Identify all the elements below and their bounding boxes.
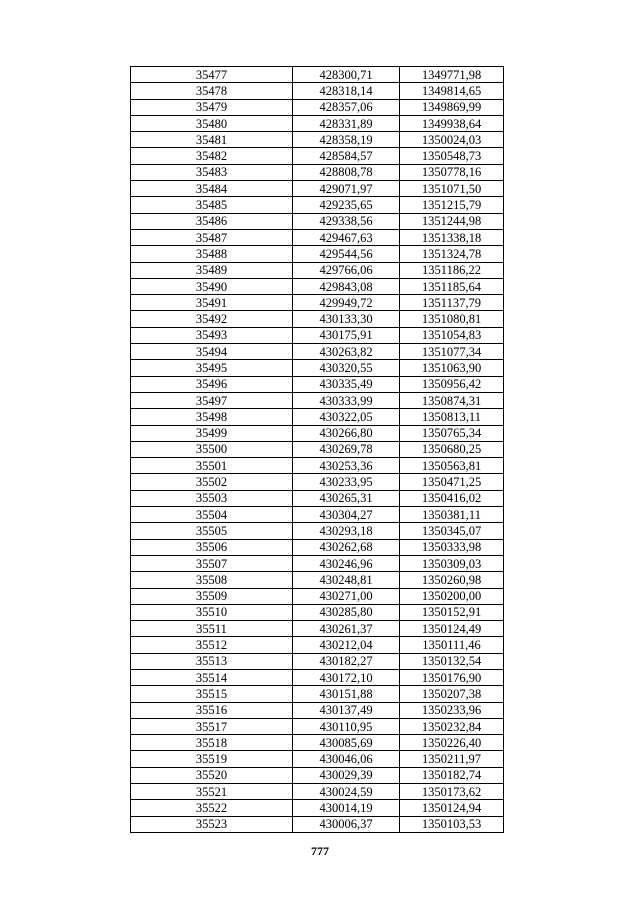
x-coordinate-cell: 430293,18: [293, 523, 400, 539]
x-coordinate-cell: 430014,19: [293, 800, 400, 816]
y-coordinate-cell: 1351071,50: [400, 181, 504, 197]
x-coordinate-cell: 430320,55: [293, 360, 400, 376]
y-coordinate-cell: 1349869,99: [400, 99, 504, 115]
coordinates-table: [130, 66, 504, 833]
x-coordinate-cell: 430246,96: [293, 555, 400, 571]
point-number-cell: 35515: [131, 686, 293, 702]
table-row: [131, 637, 504, 653]
point-number-cell: 35495: [131, 360, 293, 376]
point-number-cell: 35486: [131, 213, 293, 229]
y-coordinate-cell: 1350232,84: [400, 718, 504, 734]
y-coordinate-cell: 1350563,81: [400, 458, 504, 474]
point-number-cell: 35506: [131, 539, 293, 555]
point-number-cell: 35505: [131, 523, 293, 539]
point-number-cell: 35501: [131, 458, 293, 474]
x-coordinate-cell: 430182,27: [293, 653, 400, 669]
x-coordinate-cell: 430262,68: [293, 539, 400, 555]
y-coordinate-cell: 1350173,62: [400, 784, 504, 800]
x-coordinate-cell: 429766,06: [293, 262, 400, 278]
y-coordinate-cell: 1350333,98: [400, 539, 504, 555]
table-row: [131, 376, 504, 392]
table-row: [131, 718, 504, 734]
table-row: [131, 148, 504, 164]
table-row: [131, 132, 504, 148]
y-coordinate-cell: 1349814,65: [400, 83, 504, 99]
x-coordinate-cell: 429544,56: [293, 246, 400, 262]
table-row: [131, 474, 504, 490]
y-coordinate-cell: 1350233,96: [400, 702, 504, 718]
y-coordinate-cell: 1350548,73: [400, 148, 504, 164]
x-coordinate-cell: 430212,04: [293, 637, 400, 653]
x-coordinate-cell: 429338,56: [293, 213, 400, 229]
y-coordinate-cell: 1350813,11: [400, 409, 504, 425]
table-row: [131, 702, 504, 718]
y-coordinate-cell: 1351054,83: [400, 327, 504, 343]
table-row: [131, 344, 504, 360]
table-row: [131, 800, 504, 816]
x-coordinate-cell: 430335,49: [293, 376, 400, 392]
table-row: [131, 653, 504, 669]
point-number-cell: 35481: [131, 132, 293, 148]
x-coordinate-cell: 430266,80: [293, 425, 400, 441]
y-coordinate-cell: 1350211,97: [400, 751, 504, 767]
table-row: [131, 229, 504, 245]
point-number-cell: 35485: [131, 197, 293, 213]
x-coordinate-cell: 430172,10: [293, 669, 400, 685]
y-coordinate-cell: 1350111,46: [400, 637, 504, 653]
table-row: [131, 588, 504, 604]
y-coordinate-cell: 1350024,03: [400, 132, 504, 148]
y-coordinate-cell: 1351185,64: [400, 278, 504, 294]
point-number-cell: 35519: [131, 751, 293, 767]
point-number-cell: 35479: [131, 99, 293, 115]
x-coordinate-cell: 430333,99: [293, 392, 400, 408]
x-coordinate-cell: 430271,00: [293, 588, 400, 604]
coordinates-table-body: [131, 67, 504, 833]
y-coordinate-cell: 1350345,07: [400, 523, 504, 539]
table-row: [131, 686, 504, 702]
table-row: [131, 458, 504, 474]
table-row: [131, 181, 504, 197]
point-number-cell: 35503: [131, 490, 293, 506]
point-number-cell: 35492: [131, 311, 293, 327]
x-coordinate-cell: 430137,49: [293, 702, 400, 718]
table-row: [131, 669, 504, 685]
y-coordinate-cell: 1350200,00: [400, 588, 504, 604]
y-coordinate-cell: 1350176,90: [400, 669, 504, 685]
y-coordinate-cell: 1351244,98: [400, 213, 504, 229]
y-coordinate-cell: 1350182,74: [400, 767, 504, 783]
point-number-cell: 35484: [131, 181, 293, 197]
table-row: [131, 83, 504, 99]
point-number-cell: 35493: [131, 327, 293, 343]
point-number-cell: 35496: [131, 376, 293, 392]
x-coordinate-cell: 430322,05: [293, 409, 400, 425]
point-number-cell: 35478: [131, 83, 293, 99]
point-number-cell: 35502: [131, 474, 293, 490]
point-number-cell: 35509: [131, 588, 293, 604]
y-coordinate-cell: 1350124,94: [400, 800, 504, 816]
point-number-cell: 35504: [131, 507, 293, 523]
point-number-cell: 35510: [131, 604, 293, 620]
table-row: [131, 490, 504, 506]
point-number-cell: 35483: [131, 164, 293, 180]
point-number-cell: 35480: [131, 115, 293, 131]
y-coordinate-cell: 1351186,22: [400, 262, 504, 278]
x-coordinate-cell: 428300,71: [293, 67, 400, 83]
y-coordinate-cell: 1349938,64: [400, 115, 504, 131]
x-coordinate-cell: 428331,89: [293, 115, 400, 131]
x-coordinate-cell: 429843,08: [293, 278, 400, 294]
x-coordinate-cell: 430233,95: [293, 474, 400, 490]
page-number: 777: [311, 844, 329, 858]
point-number-cell: 35511: [131, 621, 293, 637]
table-row: [131, 816, 504, 832]
point-number-cell: 35523: [131, 816, 293, 832]
point-number-cell: 35477: [131, 67, 293, 83]
table-row: [131, 197, 504, 213]
y-coordinate-cell: 1350103,53: [400, 816, 504, 832]
table-row: [131, 539, 504, 555]
y-coordinate-cell: 1349771,98: [400, 67, 504, 83]
table-row: [131, 425, 504, 441]
point-number-cell: 35517: [131, 718, 293, 734]
x-coordinate-cell: 429235,65: [293, 197, 400, 213]
y-coordinate-cell: 1351063,90: [400, 360, 504, 376]
x-coordinate-cell: 428357,06: [293, 99, 400, 115]
y-coordinate-cell: 1350416,02: [400, 490, 504, 506]
table-row: [131, 409, 504, 425]
x-coordinate-cell: 430248,81: [293, 572, 400, 588]
y-coordinate-cell: 1350680,25: [400, 441, 504, 457]
table-row: [131, 555, 504, 571]
x-coordinate-cell: 430151,88: [293, 686, 400, 702]
table-row: [131, 735, 504, 751]
point-number-cell: 35490: [131, 278, 293, 294]
table-row: [131, 295, 504, 311]
x-coordinate-cell: 430263,82: [293, 344, 400, 360]
table-row: [131, 115, 504, 131]
x-coordinate-cell: 430006,37: [293, 816, 400, 832]
point-number-cell: 35514: [131, 669, 293, 685]
point-number-cell: 35521: [131, 784, 293, 800]
x-coordinate-cell: 429467,63: [293, 229, 400, 245]
point-number-cell: 35500: [131, 441, 293, 457]
point-number-cell: 35487: [131, 229, 293, 245]
x-coordinate-cell: 430265,31: [293, 490, 400, 506]
table-row: [131, 99, 504, 115]
point-number-cell: 35508: [131, 572, 293, 588]
x-coordinate-cell: 430133,30: [293, 311, 400, 327]
point-number-cell: 35482: [131, 148, 293, 164]
x-coordinate-cell: 430269,78: [293, 441, 400, 457]
y-coordinate-cell: 1351077,34: [400, 344, 504, 360]
y-coordinate-cell: 1351215,79: [400, 197, 504, 213]
point-number-cell: 35520: [131, 767, 293, 783]
point-number-cell: 35522: [131, 800, 293, 816]
x-coordinate-cell: 430046,06: [293, 751, 400, 767]
x-coordinate-cell: 429949,72: [293, 295, 400, 311]
x-coordinate-cell: 430024,59: [293, 784, 400, 800]
point-number-cell: 35513: [131, 653, 293, 669]
table-row: [131, 262, 504, 278]
x-coordinate-cell: 430175,91: [293, 327, 400, 343]
y-coordinate-cell: 1351080,81: [400, 311, 504, 327]
x-coordinate-cell: 430085,69: [293, 735, 400, 751]
y-coordinate-cell: 1350765,34: [400, 425, 504, 441]
table-row: [131, 441, 504, 457]
table-row: [131, 604, 504, 620]
x-coordinate-cell: 430110,95: [293, 718, 400, 734]
x-coordinate-cell: 428318,14: [293, 83, 400, 99]
y-coordinate-cell: 1350152,91: [400, 604, 504, 620]
table-row: [131, 507, 504, 523]
y-coordinate-cell: 1351338,18: [400, 229, 504, 245]
table-row: [131, 523, 504, 539]
table-row: [131, 327, 504, 343]
x-coordinate-cell: 430253,36: [293, 458, 400, 474]
x-coordinate-cell: 428358,19: [293, 132, 400, 148]
x-coordinate-cell: 428808,78: [293, 164, 400, 180]
point-number-cell: 35489: [131, 262, 293, 278]
table-row: [131, 213, 504, 229]
y-coordinate-cell: 1350132,54: [400, 653, 504, 669]
table-row: [131, 751, 504, 767]
point-number-cell: 35494: [131, 344, 293, 360]
y-coordinate-cell: 1350207,38: [400, 686, 504, 702]
point-number-cell: 35499: [131, 425, 293, 441]
table-row: [131, 246, 504, 262]
table-row: [131, 784, 504, 800]
y-coordinate-cell: 1350226,40: [400, 735, 504, 751]
y-coordinate-cell: 1350381,11: [400, 507, 504, 523]
x-coordinate-cell: 429071,97: [293, 181, 400, 197]
point-number-cell: 35512: [131, 637, 293, 653]
y-coordinate-cell: 1351137,79: [400, 295, 504, 311]
table-row: [131, 67, 504, 83]
point-number-cell: 35491: [131, 295, 293, 311]
point-number-cell: 35498: [131, 409, 293, 425]
y-coordinate-cell: 1350471,25: [400, 474, 504, 490]
table-row: [131, 392, 504, 408]
y-coordinate-cell: 1351324,78: [400, 246, 504, 262]
table-row: [131, 311, 504, 327]
table-row: [131, 278, 504, 294]
y-coordinate-cell: 1350956,42: [400, 376, 504, 392]
x-coordinate-cell: 430285,80: [293, 604, 400, 620]
table-row: [131, 164, 504, 180]
y-coordinate-cell: 1350124,49: [400, 621, 504, 637]
table-row: [131, 767, 504, 783]
x-coordinate-cell: 428584,57: [293, 148, 400, 164]
x-coordinate-cell: 430304,27: [293, 507, 400, 523]
y-coordinate-cell: 1350778,16: [400, 164, 504, 180]
point-number-cell: 35516: [131, 702, 293, 718]
point-number-cell: 35518: [131, 735, 293, 751]
x-coordinate-cell: 430261,37: [293, 621, 400, 637]
table-row: [131, 360, 504, 376]
y-coordinate-cell: 1350309,03: [400, 555, 504, 571]
y-coordinate-cell: 1350874,31: [400, 392, 504, 408]
point-number-cell: 35507: [131, 555, 293, 571]
x-coordinate-cell: 430029,39: [293, 767, 400, 783]
point-number-cell: 35497: [131, 392, 293, 408]
point-number-cell: 35488: [131, 246, 293, 262]
y-coordinate-cell: 1350260,98: [400, 572, 504, 588]
table-row: [131, 621, 504, 637]
table-row: [131, 572, 504, 588]
